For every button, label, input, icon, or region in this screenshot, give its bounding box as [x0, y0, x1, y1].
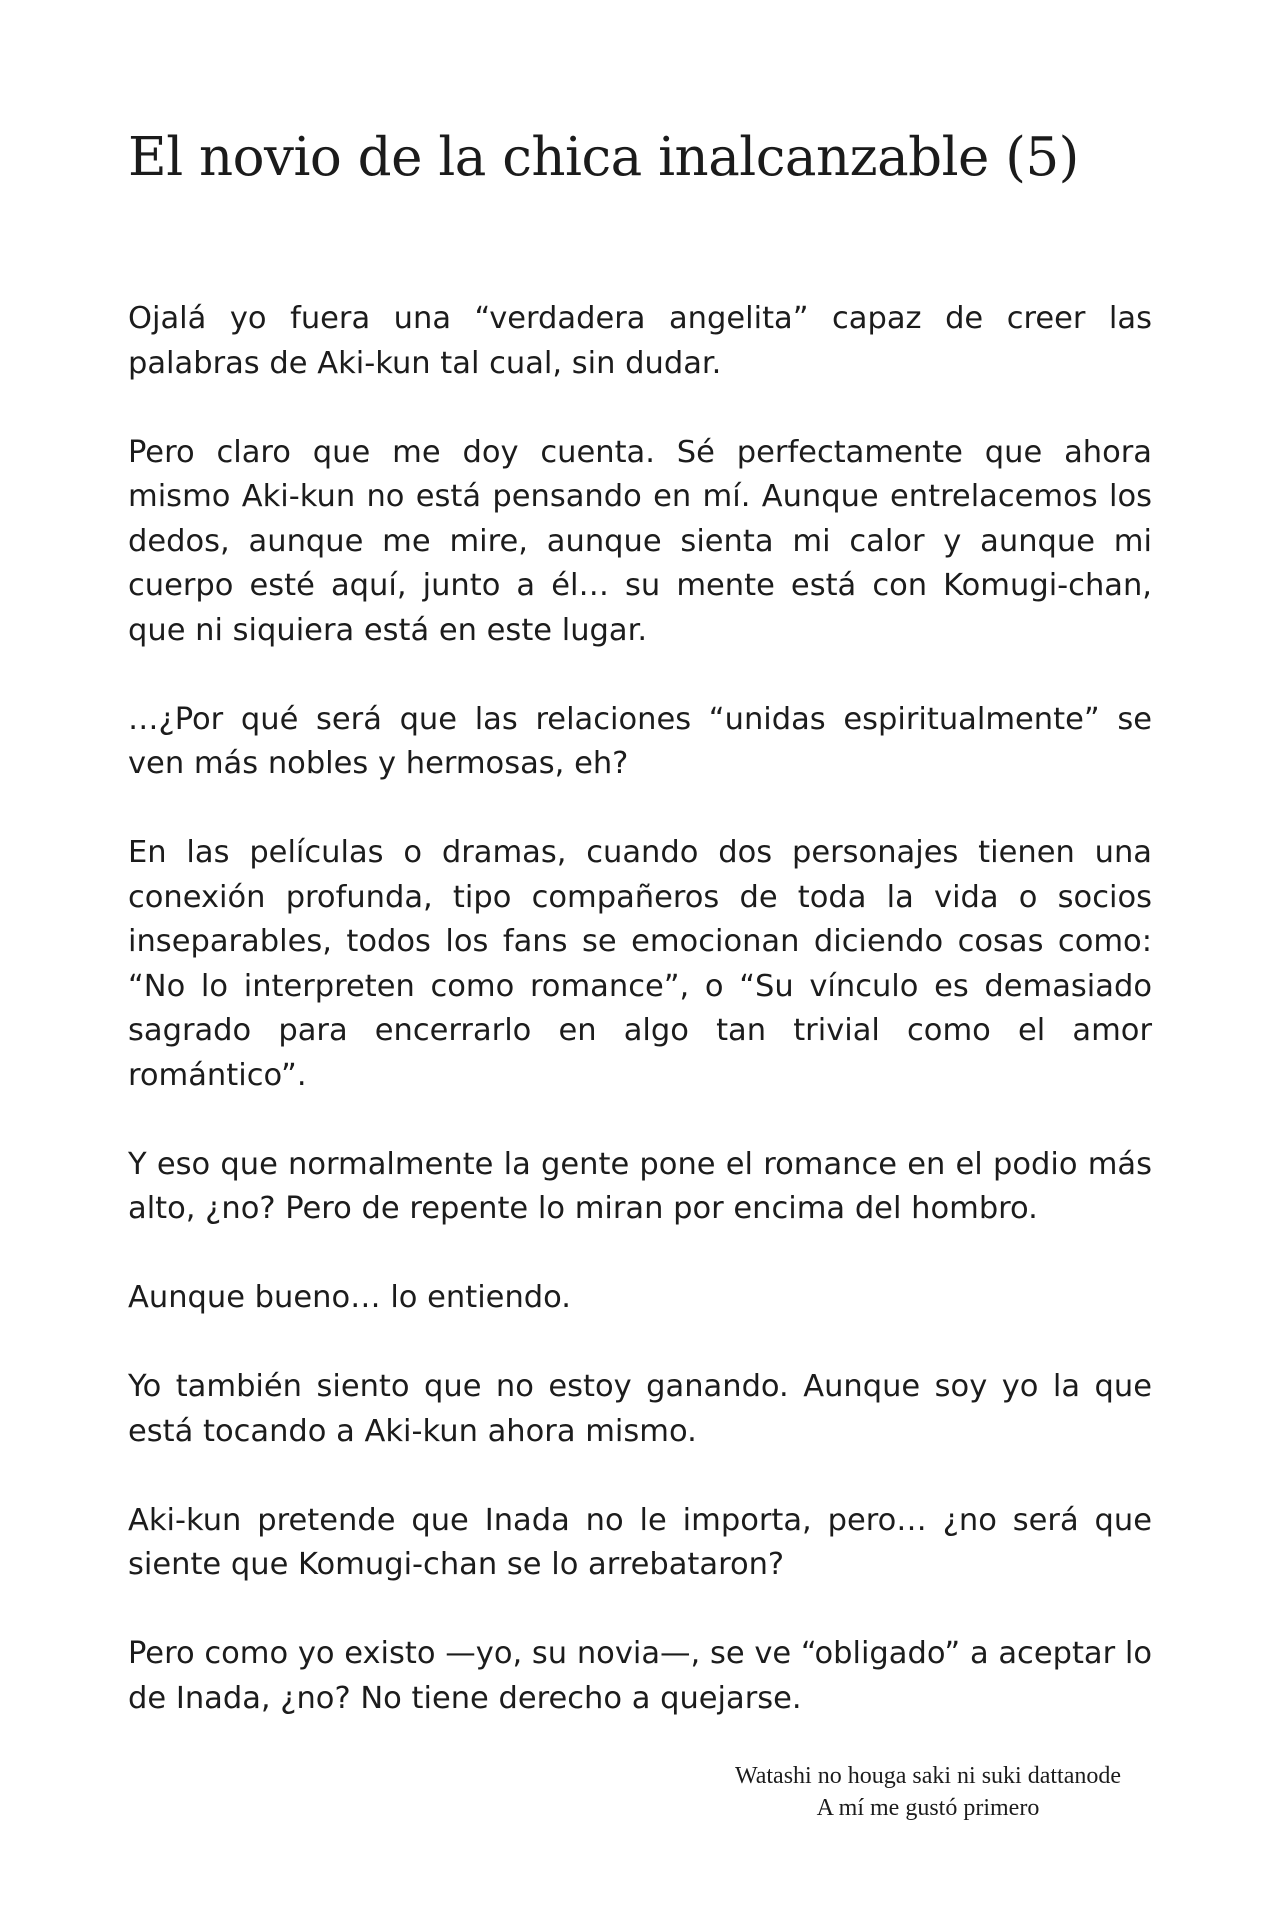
paragraph: Yo también siento que no estoy ganando. Aunque soy yo la que está tocando a Aki-kun ahora mismo. — [128, 1369, 1152, 1449]
footer-series-subtitle: A mí me gustó primero — [816, 1795, 1040, 1821]
paragraph: Aki-kun pretende que Inada no le importa, pero… ¿no será que siente que Komugi-chan se lo arrebataron? — [128, 1502, 1152, 1582]
page-footer — [668, 1760, 1188, 1824]
paragraph: …¿Por qué será que las relaciones “unidas espiritualmente” se ven más nobles y hermosas, eh? — [128, 701, 1152, 781]
paragraph: Pero como yo existo —yo, su novia—, se ve “obligado” a aceptar lo de Inada, ¿no? No tiene derecho a quejarse. — [128, 1636, 1152, 1716]
footer-series-title: Watashi no houga saki ni suki dattanode — [735, 1763, 1121, 1789]
paragraph: En las películas o dramas, cuando dos personajes tienen una conexión profunda, tipo compañeros de toda la vida o socios inseparables, todos los fans se emocionan diciendo cosas como: “No lo interpreten como romance”, o “Su vínculo es demasiado sagrado para encerrarlo en algo tan trivial como el amor romántico”. — [128, 835, 1152, 1093]
paragraph: Aunque bueno… lo entiendo. — [128, 1280, 571, 1315]
paragraph: Y eso que normalmente la gente pone el romance en el podio más alto, ¿no? Pero de repente lo miran por encima del hombro. — [128, 1146, 1152, 1226]
body-text — [128, 297, 1152, 1766]
chapter-title: El novio de la chica inalcanzable (5) — [128, 127, 1079, 188]
paragraph: Ojalá yo fuera una “verdadera angelita” capaz de creer las palabras de Aki-kun tal cual, sin dudar. — [128, 301, 1152, 381]
paragraph: Pero claro que me doy cuenta. Sé perfectamente que ahora mismo Aki-kun no está pensando en mí. Aunque entrelacemos los dedos, aunque me mire, aunque sienta mi calor y aunque mi cuerpo esté aquí, junto a él… su mente está con Komugi-chan, que ni siquiera está en este lugar. — [128, 434, 1152, 648]
